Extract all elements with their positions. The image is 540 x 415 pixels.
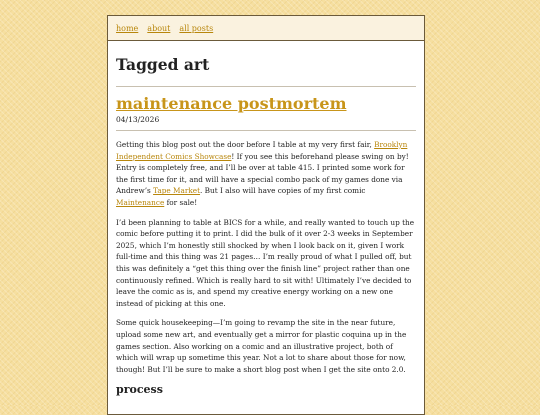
paragraph-text: ! If you see this beforehand please swing on by! Entry is completely free, and I’ll be over at table 415. I printed some work for the first time for it, and will have a special combo pack of my games done via Andrew’s — [116, 151, 409, 196]
tape-market-link[interactable]: Tape Market — [153, 186, 201, 196]
top-nav — [108, 16, 424, 41]
nav-about-link[interactable]: about — [147, 23, 171, 33]
paragraph-text: Getting this blog post out the door before I table at my very first fair, — [116, 140, 375, 149]
blog-page — [107, 15, 425, 415]
nav-home-link[interactable]: home — [116, 23, 139, 33]
post-paragraph-3: Some quick housekeeping—I’m going to revamp the site in the near future, upload some new art, and eventually get a mirror for plastic coquina up in the games section. Also working on a comic and an illustrative project, both of which will wrap up sometime this year. Not a lot to share about those for now, though! But I’ll be sure to make a short blog post when I get the site onto 2.0. — [116, 318, 407, 374]
section-heading: process — [116, 383, 163, 397]
brooklyn-comics-showcase-link[interactable]: Brooklyn Independent Comics Showcase — [116, 140, 408, 161]
paragraph-text: . But I also will have copies of my first comic — [200, 186, 366, 196]
post-date: 04/13/2026 — [116, 115, 160, 124]
post-paragraph-2: I’d been planning to table at BICS for a while, and really wanted to touch up the comic before putting it to print. I did the bulk of it over 2-3 weeks in September 2025, which I’m honestly still shocked by when I look back on it, given I work full-time and this thing was 21 pages… I’m really proud of what I pulled off, but this was definitely a “get this thing over the finish line” project rather than one continuously refined. Which is really hard to sit with! Ultimately I’ve decided to leave the comic as is, and spend my creative energy working on a new one instead of picking at this one. — [116, 217, 415, 308]
post-paragraph-1 — [116, 139, 416, 209]
divider — [116, 86, 416, 87]
main-content — [108, 55, 424, 397]
divider — [116, 130, 416, 131]
nav-all-posts-link[interactable]: all posts — [179, 23, 214, 33]
page-title: Tagged art — [116, 55, 210, 74]
paragraph-text: for sale! — [164, 197, 198, 207]
maintenance-link[interactable]: Maintenance — [116, 197, 165, 207]
post-title-link[interactable]: maintenance postmortem — [116, 94, 347, 113]
